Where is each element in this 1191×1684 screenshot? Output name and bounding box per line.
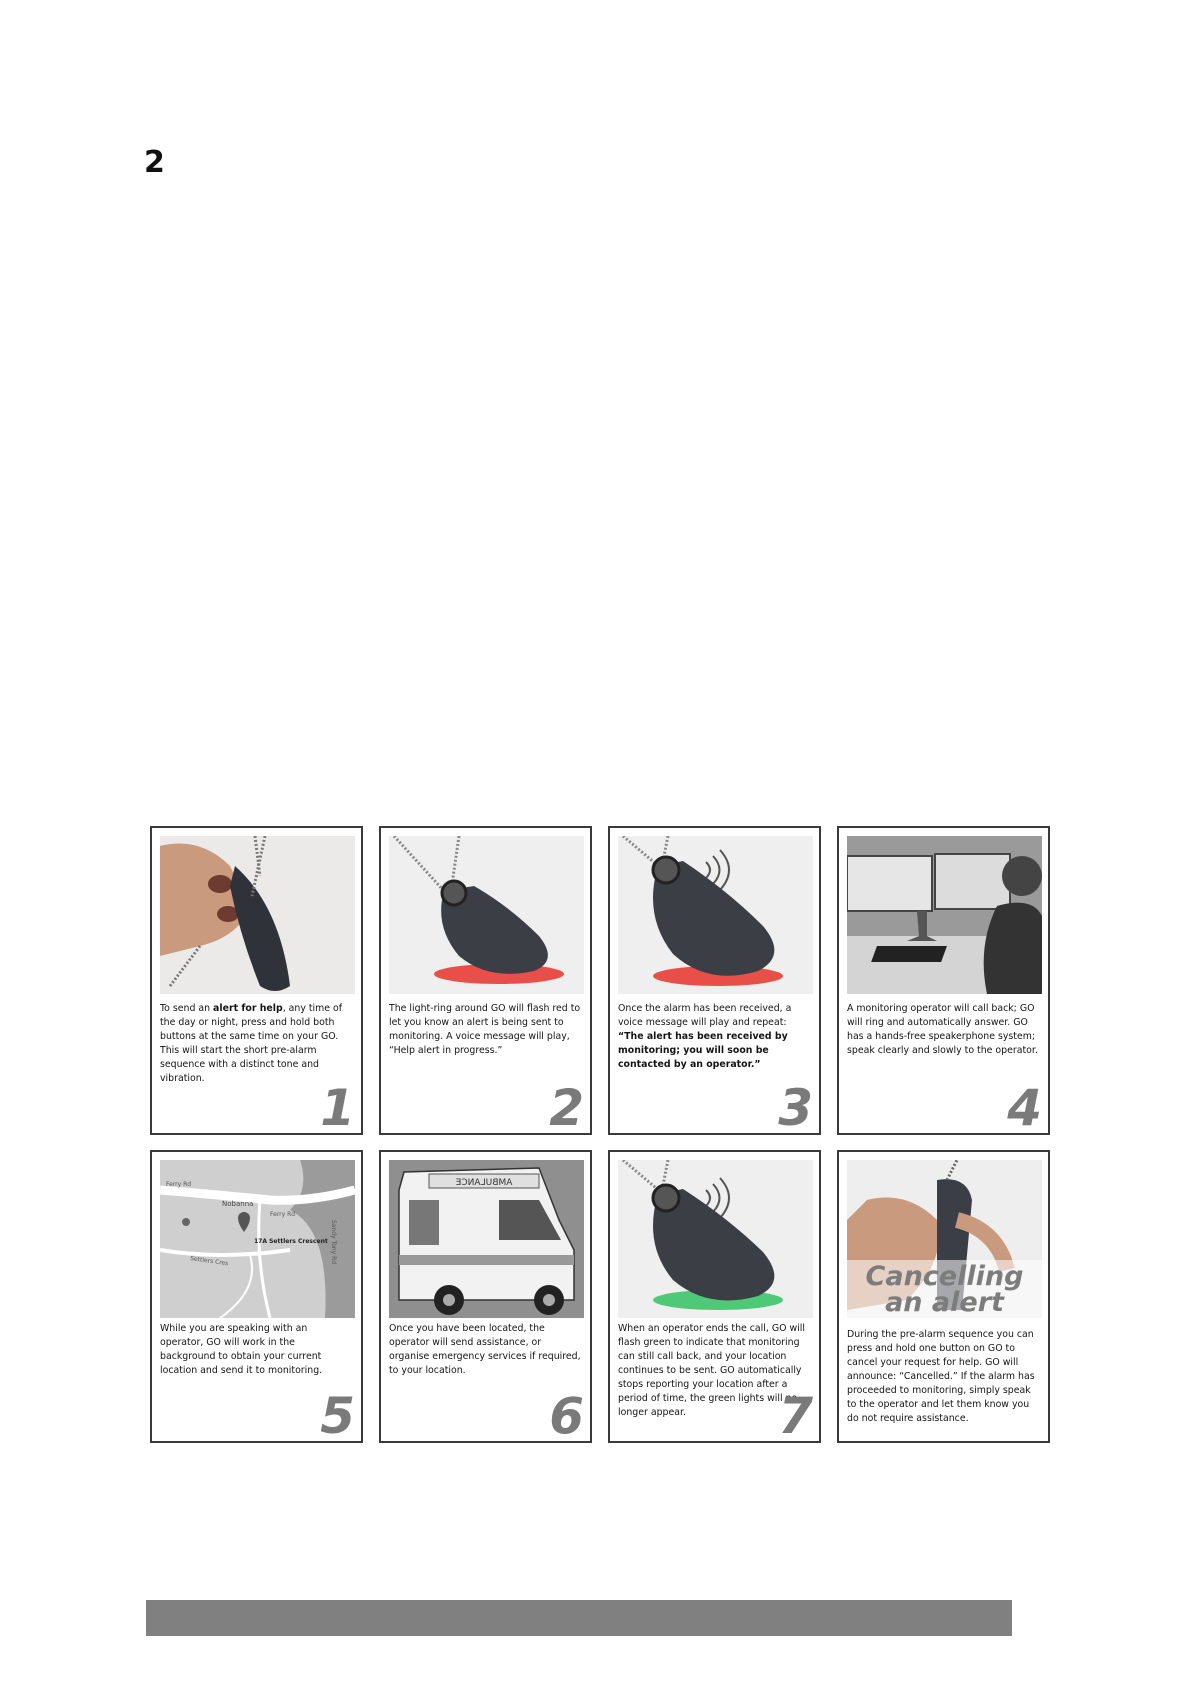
step-6-number: 6 [549, 1387, 584, 1445]
step-4-number: 4 [1007, 1079, 1042, 1137]
cancel-caption [847, 1328, 1040, 1426]
caption-part: Once the alarm has been received, a voice message will play and repeat: [618, 1003, 792, 1028]
step-2-caption [389, 1002, 582, 1058]
step-4-photo [847, 836, 1042, 994]
step-4-caption [847, 1002, 1040, 1058]
step-2-number: 2 [549, 1079, 584, 1137]
step-card-4 [837, 826, 1050, 1135]
caption-part: “The alert has been received by monitoring; you will soon be contacted by an operator.” [618, 1031, 788, 1070]
step-5-number: 5 [320, 1387, 355, 1445]
cancel-photo [847, 1160, 1042, 1318]
caption-part: alert for help [213, 1003, 283, 1014]
step-6-caption [389, 1322, 582, 1378]
map-label-settlers-cres: Settlers Cres [189, 1255, 229, 1268]
page-number: 2 [144, 145, 165, 180]
step-3-caption [618, 1002, 811, 1072]
step-6-photo [389, 1160, 584, 1318]
caption-part: Once you have been located, the operator will send assistance, or organise emergency services if required, to your location. [389, 1323, 581, 1376]
step-card-6 [379, 1150, 592, 1443]
step-5-caption [160, 1322, 353, 1378]
cancel-title-overlay [847, 1260, 1042, 1318]
step-card-7 [608, 1150, 821, 1443]
map-label-nobanna: Nobanna [222, 1200, 254, 1208]
caption-part: To send an [160, 1003, 214, 1014]
ambulance-label: AMBULANCE [455, 1178, 513, 1188]
caption-part: While you are speaking with an operator, GO will work in the background to obtain your current location and send it to monitoring. [160, 1323, 323, 1376]
cancel-title-line-1: Cancelling [865, 1261, 1024, 1292]
map-label-ferry-rd-2: Ferry Rd [270, 1211, 296, 1218]
step-1-caption [160, 1002, 353, 1086]
step-1-photo [160, 836, 355, 994]
footer-bar [146, 1600, 1012, 1636]
step-3-photo [618, 836, 813, 994]
caption-part: During the pre-alarm sequence you can press and hold one button on GO to cancel your request for help. GO will announce: “Cancelled.” If the alarm has proceeded to monitoring, simply speak to the operator and let them know you do not require assistance. [847, 1329, 1035, 1424]
step-5-photo [160, 1160, 355, 1318]
map-label-ferry-rd: Ferry Rd [166, 1181, 192, 1188]
step-7-photo [618, 1160, 813, 1318]
map-label-address: 17A Settlers Crescent [254, 1238, 328, 1245]
caption-part: , any time of the day or night, press and hold both buttons at the same time on your GO. This will start the short pre-alarm sequence with a distinct tone and vibration. [160, 1003, 343, 1084]
caption-part: The light-ring around GO will flash red to let you know an alert is being sent to monitoring. A voice message will play, “Help alert in progress.” [389, 1003, 581, 1056]
cancel-title-line-2: an alert [885, 1287, 1004, 1318]
step-card-5 [150, 1150, 363, 1443]
step-card-2 [379, 826, 592, 1135]
step-card-3 [608, 826, 821, 1135]
step-7-number: 7 [778, 1387, 813, 1445]
map-label-side-road: Sandy Tony Rd [330, 1220, 337, 1265]
caption-part: A monitoring operator will call back; GO will ring and automatically answer. GO has a hands-free speakerphone system; speak clearly and slowly to the operator. [847, 1003, 1038, 1056]
step-3-number: 3 [778, 1079, 813, 1137]
step-2-photo [389, 836, 584, 994]
step-1-number: 1 [320, 1079, 355, 1137]
step-card-1 [150, 826, 363, 1135]
step-card-cancel [837, 1150, 1050, 1443]
caption-part: When an operator ends the call, GO will flash green to indicate that monitoring can still call back, and your location continues to be sent. GO automatically stops reporting your location after a period of time, the green lights will no longer appear. [618, 1323, 805, 1418]
